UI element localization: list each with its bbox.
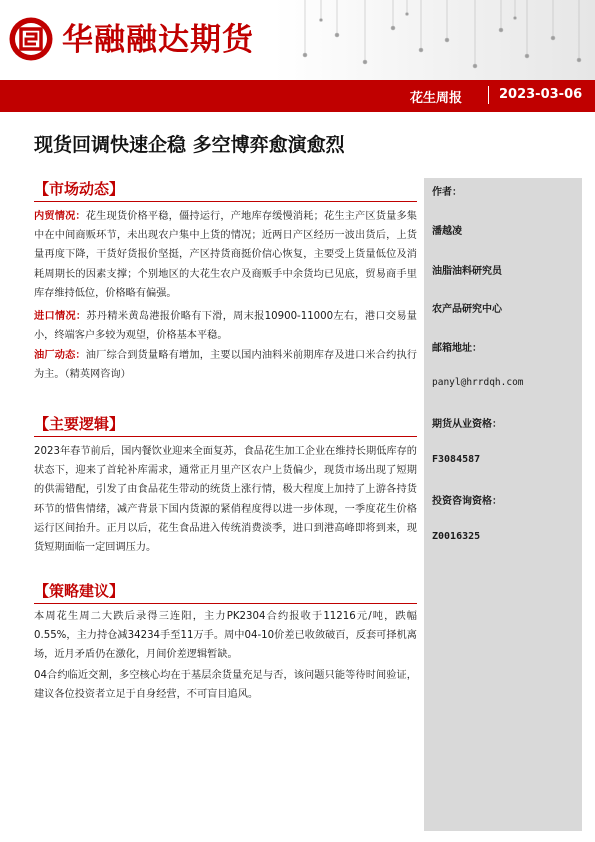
market-heading: 【市场动态】 [34,180,125,198]
strategy-paragraph: 本周花生周二大跌后录得三连阳，主力PK2304合约报收于11216元/吨，跌幅0.55%，主力持仓减34234手至11万手。周中04-10价差已收敛破百，反套可择机离场，近月矛盾仍在激化，月间价差逻辑暂缺。 [34,611,417,661]
report-header [0,0,595,80]
header-decoration [275,0,595,80]
author-name: 潘越凌 [432,226,462,237]
oil-mill-label: 油厂动态： [34,350,86,361]
market-domestic [34,207,417,303]
domestic-text: 花生现货价格平稳，僵持运行，产地库存缓慢消耗；花生主产区货量多集中在中间商贩环节，未出现农户集中上货的情况；近两日产区经历一波出货后，上货量再度下降，干货好货报价坚挺，产区持货商挺价信心恢复，主要受上货量低位及消耗周期长的因素支撑；个别地区的大花生农户及商贩手中余货均已见底，贸易商手里库存维持低位，价格略有偏强。 [34,211,417,299]
author-label: 作者： [432,187,462,198]
import-text: 苏丹精米黄岛港报价略有下滑，周末报10900-11000左右，港口交易量小，终端客户多较为观望，价格基本平稳。 [34,311,417,342]
oil-mill-text: 油厂综合到货量略有增加，主要以国内油料米前期库存及进口米合约执行为主。（精英网咨询） [34,350,417,381]
domestic-label: 内贸情况： [34,211,86,222]
qualification-number: F3084587 [432,454,481,465]
import-label: 进口情况： [34,311,87,322]
author-center: 农产品研究中心 [432,304,502,315]
company-name: 华融融达期货 [62,22,254,58]
logic-heading: 【主要逻辑】 [34,415,125,433]
report-date: 2023-03-06 [499,87,583,102]
investment-label: 投资咨询资格： [432,496,502,507]
qualification-label: 期货从业资格： [432,419,502,430]
report-name: 花生周报 [410,91,463,106]
investment-number: Z0016325 [432,531,481,542]
company-logo-icon [8,16,54,62]
logic-text: 2023年春节前后，国内餐饮业迎来全面复苏，食品花生加工企业在维持长期低库存的状态下，迎来了首轮补库需求，通常正月里产区农户上货偏少，现货市场出现了短期的供需错配，引发了由食品花生带动的统货上涨行情，极大程度上加持了上游各持货环节的惜售情绪，减产背景下国内货源的紧俏程度得以进一步体现，一季度花生价格运行区间抬升。正月以后，花生食品进入传统消费淡季，进口到港高峰即将到来，现货短期面临一定回调压力。 [34,446,417,554]
strategy-paragraph: 04合约临近交割，多空核心均在于基层余货量充足与否，该问题只能等待时间验证，建议各位投资者立足于自身经营，不可盲目追风。 [34,670,417,701]
section-divider [34,436,417,437]
section-divider [34,201,417,202]
section-divider [34,603,417,604]
strategy-heading: 【策略建议】 [34,582,125,600]
report-title: 现货回调快速企稳 多空博弈愈演愈烈 [34,134,345,156]
author-department: 油脂油料研究员 [432,266,502,277]
market-oil-mill [34,346,417,384]
email-label: 邮箱地址： [432,343,482,354]
email-address: panyl@hrrdqh.com [432,377,524,388]
header-separator [488,86,489,104]
market-import [34,307,417,345]
